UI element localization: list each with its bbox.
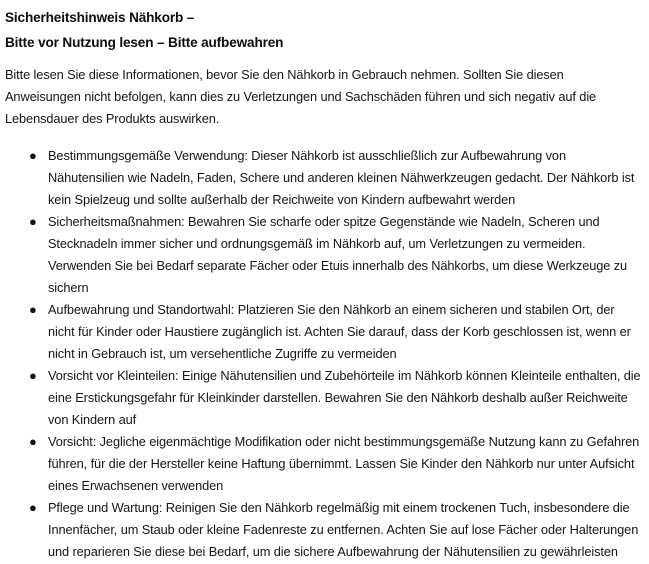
- list-item-text: Vorsicht vor Kleinteilen: Einige Nähutensilien und Zubehörteile im Nähkorb können Kleinteile enthalten, die eine Erstickungsgefahr für Kleinkinder darstellen. Bewahren Sie den Nähkorb deshalb außer Reichweite von Kindern auf: [48, 368, 641, 427]
- intro-paragraph: Bitte lesen Sie diese Informationen, bevor Sie den Nähkorb in Gebrauch nehmen. Sollten Sie diesen Anweisungen nicht befolgen, kann dies zu Verletzungen und Sachschäden führen und sich negativ auf die Lebensdauer des Produkts auswirken.: [5, 67, 597, 126]
- list-item-text: Sicherheitsmaßnahmen: Bewahren Sie scharfe oder spitze Gegenstände wie Nadeln, Scheren und Stecknadeln immer sicher und ordnungsgemäß im Nähkorb auf, um Verletzungen zu vermeiden. Verwenden Sie bei Bedarf separate Fächer oder Etuis innerhalb des Nähkorbs, um diese Werkzeuge zu sichern: [48, 214, 628, 295]
- list-item: [0, 497, 643, 563]
- list-item-text: Aufbewahrung und Standortwahl: Platzieren Sie den Nähkorb an einem sicheren und stabilen Ort, der nicht für Kinder oder Haustiere zugänglich ist. Achten Sie darauf, dass der Korb geschlossen ist, wenn er nicht in Gebrauch ist, um versehentliche Zugriffe zu vermeiden: [48, 302, 631, 361]
- list-item: [0, 145, 643, 211]
- list-item-text: Pflege und Wartung: Reinigen Sie den Nähkorb regelmäßig mit einem trockenen Tuch, insbesondere die Innenfächer, um Staub oder kleine Fadenreste zu entfernen. Achten Sie auf lose Fächer oder Halterungen und reparieren Sie diese bei Bedarf, um die sichere Aufbewahrung der Nähutensilien zu gewährleisten: [48, 500, 639, 559]
- page-title-line-2: Bitte vor Nutzung lesen – Bitte aufbewahren: [5, 35, 284, 50]
- list-item: [0, 211, 643, 299]
- list-item: [0, 299, 643, 365]
- list-item: [0, 431, 643, 497]
- list-item-text: Bestimmungsgemäße Verwendung: Dieser Nähkorb ist ausschließlich zur Aufbewahrung von Nähutensilien wie Nadeln, Faden, Schere und anderen kleinen Nähwerkzeugen gedacht. Der Nähkorb ist kein Spielzeug und sollte außerhalb der Reichweite von Kindern aufbewahrt werden: [48, 148, 635, 207]
- bullet-icon: ●: [29, 500, 37, 515]
- safety-instructions-list: [0, 130, 649, 563]
- bullet-icon: ●: [29, 214, 37, 229]
- list-item-text: Vorsicht: Jegliche eigenmächtige Modifikation oder nicht bestimmungsgemäße Nutzung kann zu Gefahren führen, für die der Hersteller keine Haftung übernimmt. Lassen Sie Kinder den Nähkorb nur unter Aufsicht eines Erwachsenen verwenden: [48, 434, 640, 493]
- bullet-icon: ●: [29, 434, 37, 449]
- list-item: [0, 365, 643, 431]
- bullet-icon: ●: [29, 368, 37, 383]
- bullet-icon: ●: [29, 302, 37, 317]
- bullet-icon: ●: [29, 148, 37, 163]
- page-title-line-1: Sicherheitshinweis Nähkorb –: [5, 10, 195, 25]
